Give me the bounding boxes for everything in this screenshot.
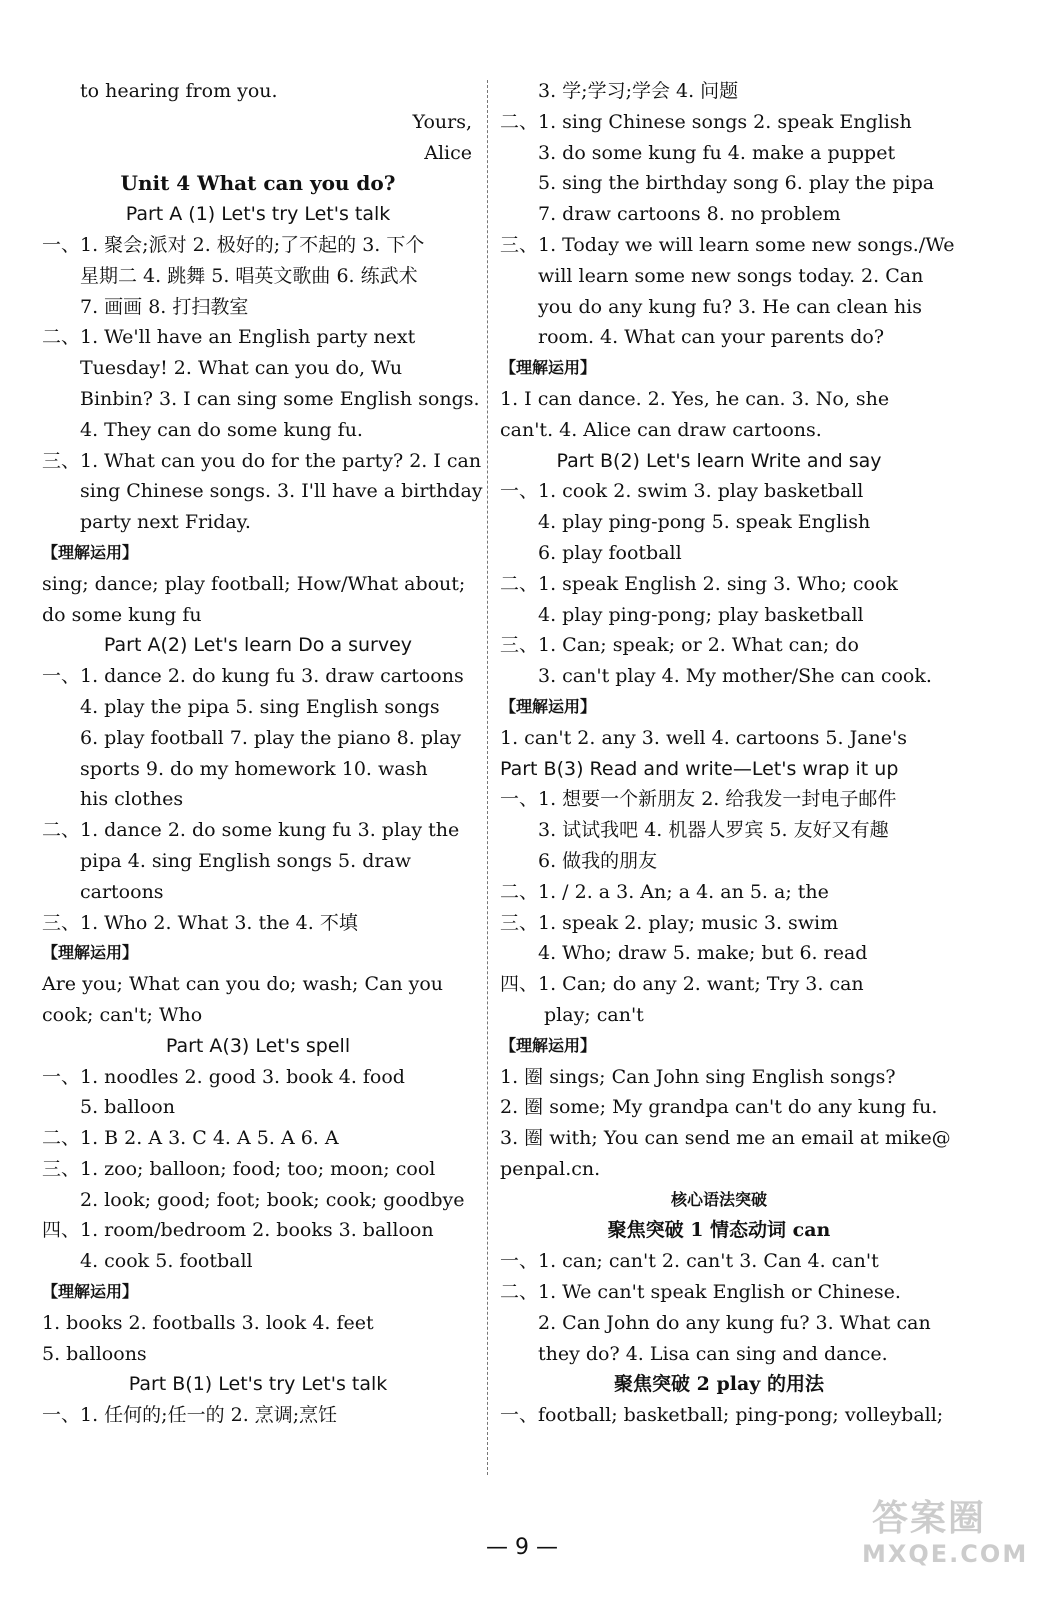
left-line: 三、1. What can you do for the party? 2. I can	[42, 449, 482, 472]
right-line: will learn some new songs today. 2. Can	[538, 264, 924, 287]
left-line: 二、1. B 2. A 3. C 4. A 5. A 6. A	[42, 1127, 339, 1150]
left-line: party next Friday.	[80, 511, 251, 534]
left-line: Yours,	[412, 110, 472, 133]
left-line: 【理解运用】	[42, 1282, 139, 1302]
right-line: 1. 圈 sings; Can John sing English songs?	[500, 1065, 896, 1088]
left-line: 四、1. room/bedroom 2. books 3. balloon	[42, 1219, 434, 1242]
left-line: 一、1. noodles 2. good 3. book 4. food	[42, 1065, 405, 1088]
right-line: room. 4. What can your parents do?	[538, 326, 885, 349]
left-line: 一、1. 任何的;任一的 2. 烹调;烹饪	[42, 1404, 338, 1427]
right-line: Part B(3) Read and write—Let's wrap it up	[500, 757, 899, 780]
left-line: 5. balloons	[42, 1342, 147, 1365]
left-line: sing Chinese songs. 3. I'll have a birthday	[80, 480, 483, 503]
right-line: 四、1. Can; do any 2. want; Try 3. can	[500, 973, 864, 996]
left-line: to hearing from you.	[80, 80, 278, 102]
right-line: 6. 做我的朋友	[538, 849, 658, 872]
left-line: 三、1. Who 2. What 3. the 4. 不填	[42, 911, 358, 934]
left-line: 【理解运用】	[42, 542, 139, 562]
right-line: you do any kung fu? 3. He can clean his	[538, 295, 923, 318]
right-line: 4. play ping-pong; play basketball	[538, 603, 864, 626]
left-line: 7. 画画 8. 打扫教室	[80, 295, 249, 318]
left-line: 4. They can do some kung fu.	[80, 418, 363, 441]
watermark-url: MXQE.COM	[862, 1540, 1029, 1568]
right-line: 三、1. Today we will learn some new songs./We	[500, 233, 955, 256]
right-line: 【理解运用】	[500, 696, 597, 716]
left-line: 6. play football 7. play the piano 8. play	[80, 726, 462, 749]
left-line: 二、1. dance 2. do some kung fu 3. play the	[42, 819, 460, 842]
right-line: 聚焦突破 2 play 的用法	[614, 1373, 824, 1396]
right-line: 【理解运用】	[500, 1035, 597, 1055]
right-line: 2. Can John do any kung fu? 3. What can	[538, 1311, 931, 1334]
left-line: 2. look; good; foot; book; cook; goodbye	[80, 1188, 465, 1211]
page-number: — 9 —	[486, 1535, 558, 1560]
right-line: 一、football; basketball; ping-pong; volleyball;	[500, 1404, 944, 1427]
right-line: 1. I can dance. 2. Yes, he can. 3. No, she	[500, 387, 890, 410]
right-line: 3. 圈 with; You can send me an email at mike@	[500, 1127, 951, 1150]
right-line: 5. sing the birthday song 6. play the pipa	[538, 172, 935, 195]
right-line: Part B(2) Let's learn Write and say	[556, 449, 882, 472]
right-line: 核心语法突破	[670, 1189, 767, 1209]
left-line: Tuesday! 2. What can you do, Wu	[80, 357, 403, 380]
right-line: 3. 试试我吧 4. 机器人罗宾 5. 友好又有趣	[538, 819, 889, 842]
right-line: they do? 4. Lisa can sing and dance.	[538, 1342, 888, 1365]
right-line: 二、1. speak English 2. sing 3. Who; cook	[500, 572, 898, 595]
left-line: Part B(1) Let's try Let's talk	[128, 1373, 388, 1396]
left-line: 4. cook 5. football	[80, 1250, 253, 1273]
right-line: 一、1. cook 2. swim 3. play basketball	[500, 480, 864, 503]
left-line: cook; can't; Who	[42, 1003, 203, 1026]
right-line: 三、1. speak 2. play; music 3. swim	[500, 911, 839, 934]
right-line: 三、1. Can; speak; or 2. What can; do	[500, 634, 859, 657]
left-column	[42, 76, 483, 1431]
left-line: 一、1. dance 2. do kung fu 3. draw cartoons	[42, 665, 464, 688]
left-line: his clothes	[80, 788, 184, 811]
right-line: 一、1. 想要一个新朋友 2. 给我发一封电子邮件	[500, 788, 897, 811]
right-line: 3. do some kung fu 4. make a puppet	[538, 141, 896, 164]
right-line: 4. play ping-pong 5. speak English	[538, 511, 871, 534]
right-line: 1. can't 2. any 3. well 4. cartoons 5. Jane's	[500, 726, 907, 749]
right-line: 一、1. can; can't 2. can't 3. Can 4. can't	[500, 1250, 879, 1273]
watermark-logo	[854, 1490, 1029, 1580]
left-line: pipa 4. sing English songs 5. draw	[80, 849, 412, 872]
right-line: 7. draw cartoons 8. no problem	[538, 203, 841, 226]
left-line: 1. books 2. footballs 3. look 4. feet	[42, 1311, 374, 1334]
left-line: 【理解运用】	[42, 943, 139, 963]
left-line: Part A(3) Let's spell	[165, 1034, 351, 1057]
right-line: penpal.cn.	[500, 1157, 601, 1180]
right-line: 3. 学;学习;学会 4. 问题	[538, 80, 739, 102]
right-line: 二、1. We can't speak English or Chinese.	[500, 1281, 901, 1304]
right-line: 【理解运用】	[500, 358, 597, 378]
left-line: cartoons	[80, 880, 164, 903]
right-column	[500, 76, 955, 1431]
watermark-text: 答案圈	[872, 1498, 987, 1539]
right-line: can't. 4. Alice can draw cartoons.	[500, 418, 822, 441]
left-line: 4. play the pipa 5. sing English songs	[80, 695, 440, 718]
left-line: Are you; What can you do; wash; Can you	[42, 973, 444, 996]
left-line: 三、1. zoo; balloon; food; too; moon; cool	[42, 1157, 436, 1180]
left-line: 星期二 4. 跳舞 5. 唱英文歌曲 6. 练武术	[80, 264, 418, 287]
right-line: play; can't	[544, 1003, 644, 1026]
left-line: do some kung fu	[42, 603, 202, 626]
left-line: 5. balloon	[80, 1096, 175, 1119]
right-line: 二、1. sing Chinese songs 2. speak English	[500, 110, 912, 133]
left-line: 一、1. 聚会;派对 2. 极好的;了不起的 3. 下个	[42, 233, 425, 256]
right-line: 聚焦突破 1 情态动词 can	[607, 1219, 831, 1242]
right-line: 6. play football	[538, 541, 682, 564]
left-line: Part A (1) Let's try Let's talk	[125, 203, 391, 226]
left-line: Binbin? 3. I can sing some English songs.	[80, 387, 480, 410]
column-divider	[487, 80, 488, 1475]
left-line: sing; dance; play football; How/What about;	[42, 572, 466, 595]
left-line: sports 9. do my homework 10. wash	[80, 757, 428, 780]
right-line: 3. can't play 4. My mother/She can cook.	[538, 665, 932, 688]
right-line: 4. Who; draw 5. make; but 6. read	[538, 942, 868, 965]
left-line: Unit 4 What can you do?	[120, 171, 396, 196]
right-line: 2. 圈 some; My grandpa can't do any kung fu.	[500, 1096, 938, 1119]
left-line: Part A(2) Let's learn Do a survey	[103, 634, 413, 657]
left-line: 二、1. We'll have an English party next	[42, 326, 416, 349]
left-line: Alice	[424, 141, 472, 164]
right-line: 二、1. / 2. a 3. An; a 4. an 5. a; the	[500, 880, 829, 903]
